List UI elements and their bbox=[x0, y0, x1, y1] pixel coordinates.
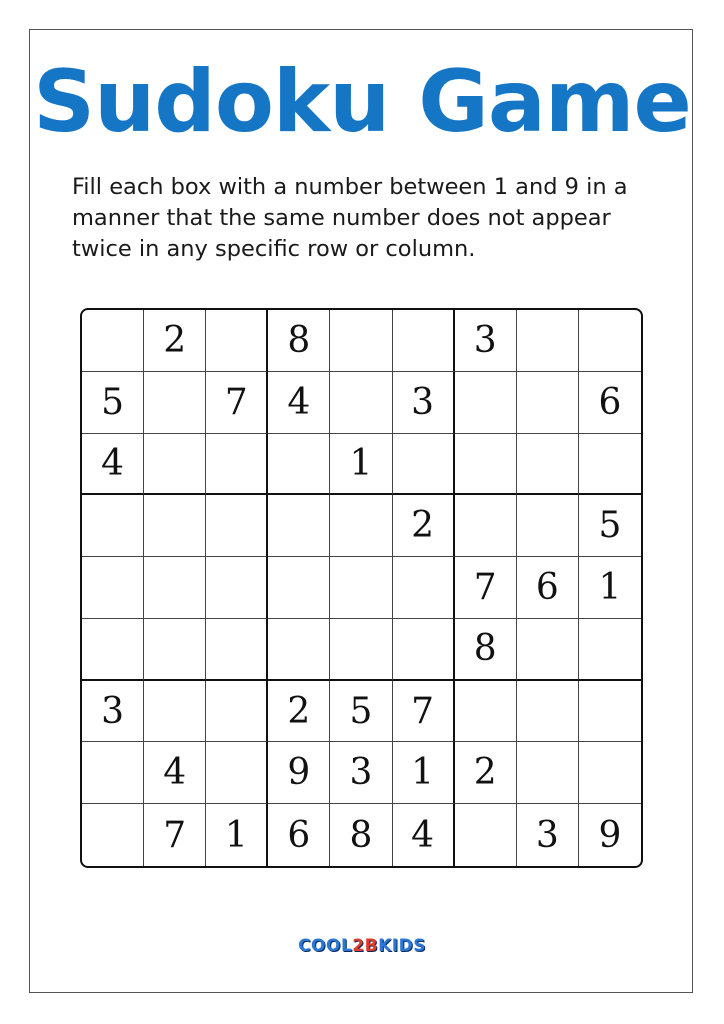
empty-cell[interactable] bbox=[206, 619, 268, 681]
empty-cell[interactable] bbox=[517, 434, 579, 496]
empty-cell[interactable] bbox=[330, 619, 392, 681]
given-cell: 7 bbox=[393, 681, 455, 743]
empty-cell[interactable] bbox=[82, 804, 144, 866]
empty-cell[interactable] bbox=[206, 310, 268, 372]
empty-cell[interactable] bbox=[455, 495, 517, 557]
given-cell: 9 bbox=[598, 814, 622, 856]
empty-cell[interactable] bbox=[82, 310, 144, 372]
empty-cell[interactable] bbox=[268, 434, 330, 496]
empty-cell[interactable] bbox=[393, 310, 455, 372]
given-cell: 6 bbox=[268, 804, 330, 866]
empty-cell[interactable] bbox=[144, 557, 206, 619]
empty-cell[interactable] bbox=[517, 619, 579, 681]
empty-cell[interactable] bbox=[144, 681, 206, 743]
empty-cell[interactable] bbox=[330, 372, 392, 434]
empty-cell[interactable] bbox=[206, 434, 268, 496]
empty-cell[interactable] bbox=[330, 495, 392, 557]
given-cell: 1 bbox=[206, 804, 268, 866]
empty-cell[interactable] bbox=[268, 495, 330, 557]
given-cell: 7 bbox=[455, 557, 517, 619]
empty-cell[interactable] bbox=[579, 434, 641, 496]
given-cell: 5 bbox=[82, 372, 144, 434]
empty-cell[interactable] bbox=[393, 619, 455, 681]
given-cell: 6 bbox=[579, 372, 641, 434]
given-cell: 7 bbox=[144, 804, 206, 866]
given-cell: 4 bbox=[144, 742, 206, 804]
logo-part-cool: COOL bbox=[298, 936, 353, 956]
empty-cell[interactable] bbox=[455, 804, 517, 866]
empty-cell[interactable] bbox=[144, 434, 206, 496]
empty-cell[interactable] bbox=[517, 742, 579, 804]
given-cell: 2 bbox=[393, 495, 455, 557]
given-cell: 9 bbox=[268, 742, 330, 804]
empty-cell[interactable] bbox=[82, 742, 144, 804]
cool2bkids-logo bbox=[0, 936, 724, 956]
given-cell: 4 bbox=[268, 372, 330, 434]
given-cell: 2 bbox=[144, 310, 206, 372]
given-cell: 1 bbox=[330, 434, 392, 496]
given-cell: 2 bbox=[268, 681, 330, 743]
given-cell: 3 bbox=[517, 804, 579, 866]
empty-cell[interactable] bbox=[517, 495, 579, 557]
empty-cell[interactable] bbox=[82, 495, 144, 557]
given-cell: 1 bbox=[393, 742, 455, 804]
empty-cell[interactable] bbox=[144, 495, 206, 557]
empty-cell[interactable] bbox=[330, 557, 392, 619]
given-cell: 6 bbox=[517, 557, 579, 619]
empty-cell[interactable] bbox=[330, 310, 392, 372]
empty-cell[interactable] bbox=[579, 619, 641, 681]
empty-cell[interactable] bbox=[144, 372, 206, 434]
given-cell: 7 bbox=[206, 372, 268, 434]
logo-part-kids: KIDS bbox=[378, 936, 426, 956]
given-cell: 3 bbox=[82, 681, 144, 743]
empty-cell[interactable] bbox=[517, 310, 579, 372]
empty-cell[interactable] bbox=[579, 742, 641, 804]
empty-cell[interactable] bbox=[455, 681, 517, 743]
given-cell: 4 bbox=[393, 804, 455, 866]
empty-cell[interactable] bbox=[517, 372, 579, 434]
empty-cell[interactable] bbox=[206, 681, 268, 743]
empty-cell[interactable] bbox=[144, 619, 206, 681]
empty-cell[interactable] bbox=[206, 495, 268, 557]
given-cell: 4 bbox=[82, 434, 144, 496]
empty-cell[interactable] bbox=[393, 557, 455, 619]
given-cell: 8 bbox=[330, 804, 392, 866]
given-cell: 1 bbox=[579, 557, 641, 619]
instructions-text: Fill each box with a number between 1 and 9 in a manner that the same number does not appear twice in any specific row or column. bbox=[72, 174, 628, 262]
empty-cell[interactable] bbox=[268, 557, 330, 619]
empty-cell[interactable] bbox=[206, 742, 268, 804]
empty-cell[interactable] bbox=[82, 557, 144, 619]
empty-cell[interactable] bbox=[393, 434, 455, 496]
given-cell: 3 bbox=[393, 372, 455, 434]
given-cell: 2 bbox=[455, 742, 517, 804]
sudoku-board bbox=[80, 308, 643, 868]
empty-cell[interactable] bbox=[206, 557, 268, 619]
empty-cell[interactable] bbox=[579, 681, 641, 743]
given-cell: 8 bbox=[268, 310, 330, 372]
empty-cell[interactable] bbox=[82, 619, 144, 681]
given-cell: 3 bbox=[330, 742, 392, 804]
empty-cell[interactable] bbox=[455, 434, 517, 496]
page-title: Sudoku Game bbox=[33, 52, 691, 152]
given-cell: 5 bbox=[330, 681, 392, 743]
empty-cell[interactable] bbox=[455, 372, 517, 434]
empty-cell[interactable] bbox=[517, 681, 579, 743]
logo-part-2b: 2B bbox=[352, 936, 379, 956]
empty-cell[interactable] bbox=[268, 619, 330, 681]
empty-cell[interactable] bbox=[579, 310, 641, 372]
given-cell: 5 bbox=[579, 495, 641, 557]
given-cell: 8 bbox=[455, 619, 517, 681]
given-cell: 3 bbox=[455, 310, 517, 372]
